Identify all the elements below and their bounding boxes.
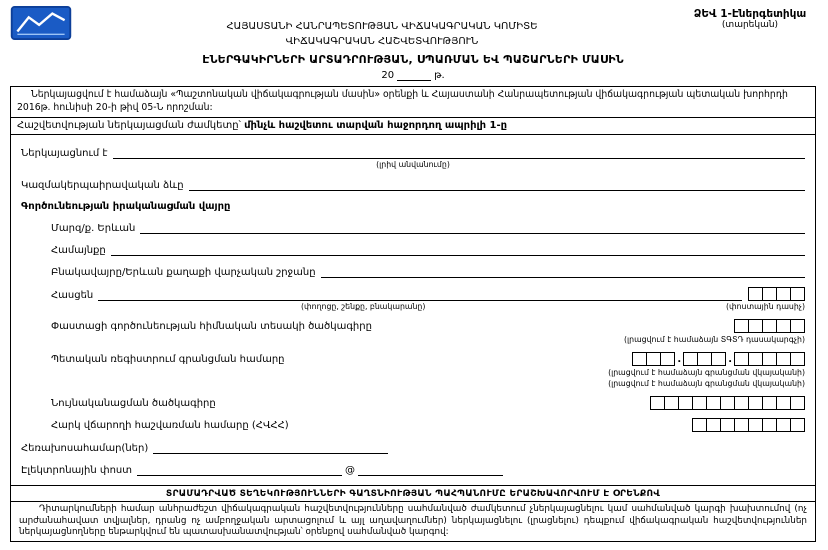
code-cell[interactable] [748,319,763,333]
phone-label: Հեռախոսահամար(ներ) [21,443,149,455]
postal-hint: (փոստային դասիչ) [725,302,805,312]
code-cell[interactable] [660,352,675,366]
header-center [80,6,684,48]
code-cell[interactable] [720,396,735,410]
tin-cells[interactable] [692,418,805,432]
code-cell[interactable] [720,418,735,432]
code-cell[interactable] [711,352,726,366]
form-code-period: (տարեկան) [721,20,779,30]
activity-code-hint: (լրացվում է համաձայն ՏԳՏԴ դասակարգչի) [623,335,805,345]
code-cell[interactable] [776,418,791,432]
code-cell[interactable] [706,418,721,432]
report-type: ՎԻՃԱԿԱԳՐԱԿԱՆ ՀԱՇՎԵՏՎՈՒԹՅՈՒՆ [285,35,479,47]
code-cell[interactable] [692,418,707,432]
submission-note: Ներկայացվում է համաձայն «Պաշտոնական վիճակագրության մասին» օրենքի և Հայաստանի Հանրապետության վիճակագրության պետական խորհրդի 2016թ. հունիսի 20-ի թիվ 05-Ն որոշման: [10,86,816,118]
address-input-line[interactable] [98,288,742,301]
id-code-hint: (լրացվում է համաձայն գրանցման վկայականի) [608,379,805,389]
code-cell[interactable] [776,396,791,410]
code-cell[interactable] [762,352,777,366]
legal-form-label: Կազմակերպաիրավական ձևը [21,180,184,192]
code-cell[interactable] [632,352,647,366]
confidentiality-note: ՏՐԱՄԱԴՐՎԱԾ ՏԵՂԵԿՈՒԹՅՈՒՆՆԵՐԻ ԳԱՂՏՆԻՈՒԹՅԱՆ ՊԱՀՊԱՆՈՒՄԸ ԵՐԱՇԽԱՎՈՐՎՈՒՄ Է ՕՐԵՆՔՈՎ [11,485,815,501]
code-cell[interactable] [762,319,777,333]
settlement-input-line[interactable] [321,265,805,278]
agency-name: ՀԱՅԱՍՏԱՆԻ ՀԱՆՐԱՊԵՏՈՒԹՅԱՆ ՎԻՃԱԿԱԳՐԱԿԱՆ ԿՈՄԻՏԵ [226,21,538,32]
id-code-label: Նույնականացման ծածկագիրը [51,397,216,409]
email-label: Էլեկտրոնային փոստ [21,465,133,477]
legal-form-row [21,178,805,191]
email-input-line-domain[interactable] [358,463,503,476]
code-cell[interactable] [683,352,698,366]
report-title: ԷՆԵՐԳԱԿԻՐՆԵՐԻ ԱՐՏԱԴՐՈՒԹՅԱՆ, ՍՊԱՌՄԱՆ ԵՎ ՊԱՇԱՐՆԵՐԻ ՄԱՍԻՆ [202,53,624,66]
code-cell[interactable] [734,396,749,410]
form-code-block [684,6,816,30]
email-input-line-local[interactable] [137,463,342,476]
code-cell[interactable] [762,418,777,432]
address-hint: (փողոցը, շենքը, բնակարանը) [301,302,426,312]
register-group-3[interactable] [734,352,805,366]
presenter-row [21,146,805,159]
register-number-label: Պետական ռեգիստրում գրանցման համարը [51,353,285,365]
year-input-line[interactable] [397,70,431,81]
register-number-row [51,352,805,366]
phone-row [21,441,805,454]
community-input-line[interactable] [111,243,805,256]
code-cell[interactable] [776,352,791,366]
year-suffix: թ. [434,70,445,81]
address-hints-row [51,302,805,311]
code-cell[interactable] [790,396,805,410]
code-cell[interactable] [776,287,791,301]
form-body [10,135,816,502]
community-label: Համայնքը [51,245,106,257]
address-row [51,287,805,301]
tin-label: Հարկ վճարողի հաշվառման համարը (ՀՎՀՀ) [51,419,289,431]
at-sign: @ [345,465,356,477]
id-code-cells[interactable] [650,396,805,410]
presenter-label: Ներկայացնում է [21,148,108,160]
settlement-label: Բնակավայրը/Երևան քաղաքի վարչական շրջանը [51,267,316,279]
deadline-row [10,118,816,135]
form-code: ՁԵՎ 1-Էներգետիկա [693,8,807,20]
armstat-logo [10,6,80,40]
code-cell[interactable] [790,287,805,301]
code-cell[interactable] [664,396,679,410]
register-group-2[interactable] [683,352,726,366]
year-prefix: 20 [381,70,395,81]
code-cell[interactable] [748,352,763,366]
year-row [10,70,816,81]
liability-note: Դիտարկումների համար անհրաժեշտ վիճակագրական հաշվետվությունները սահմանված ժամկետում չներկայացնելու կամ սահմանված կարգի խախտումով (ոչ արժանահավատ տվյալներ, դրանց ոչ ամբողջական արտացոլում և այլ աղավաղումներ) ներկայացնելու (լրացնելու) դեպքում վիճակագրական հաշվետվություններ ներկայացնողները ենթարկվում են պատասխանատվության՝ օրենքով սահմանված կարգով: [10,502,816,542]
register-number-hint: (լրացվում է համաձայն գրանցման վկայականի) [608,368,805,378]
deadline-value: մինչև հաշվետու տարվան հաջորդող ապրիլի 1-ը [244,120,508,132]
register-separator: . [677,353,682,365]
code-cell[interactable] [776,319,791,333]
activity-code-row [51,319,805,333]
code-cell[interactable] [748,396,763,410]
location-heading: Գործունեության իրականացման վայրը [21,201,231,213]
register-number-cells[interactable] [632,352,805,366]
legal-form-input-line[interactable] [189,178,805,191]
register-group-1[interactable] [632,352,675,366]
presenter-input-line[interactable] [113,146,805,159]
region-label: Մարզ/ք. Երևան [51,223,136,235]
code-cell[interactable] [650,396,665,410]
code-cell[interactable] [678,396,693,410]
code-cell[interactable] [692,396,707,410]
code-cell[interactable] [734,418,749,432]
community-row [51,243,805,256]
code-cell[interactable] [790,418,805,432]
code-cell[interactable] [734,352,749,366]
postal-code-cells[interactable] [748,287,805,301]
id-code-row [51,396,805,410]
code-cell[interactable] [748,287,763,301]
code-cell[interactable] [790,319,805,333]
code-cell[interactable] [762,287,777,301]
settlement-row [51,265,805,278]
activity-code-cells[interactable] [734,319,805,333]
code-cell[interactable] [734,319,749,333]
form-header [10,6,816,48]
region-input-line[interactable] [140,221,805,234]
email-row [21,463,805,476]
code-cell[interactable] [706,396,721,410]
code-cell[interactable] [697,352,712,366]
code-cell[interactable] [762,396,777,410]
code-cell[interactable] [748,418,763,432]
tin-row [51,418,805,432]
activity-code-label: Փաստացի գործունեության հիմնական տեսակի ծածկագիրը [51,320,372,332]
code-cell[interactable] [646,352,661,366]
address-label: Հասցեն [51,290,94,302]
region-row [51,221,805,234]
presenter-hint: (լրիվ անվանումը) [376,160,450,170]
code-cell[interactable] [790,352,805,366]
register-separator: . [728,353,732,365]
phone-input-line[interactable] [153,441,388,454]
deadline-label: Հաշվետվության ներկայացման ժամկետը՝ [17,120,241,132]
chart-line-icon [10,6,72,40]
